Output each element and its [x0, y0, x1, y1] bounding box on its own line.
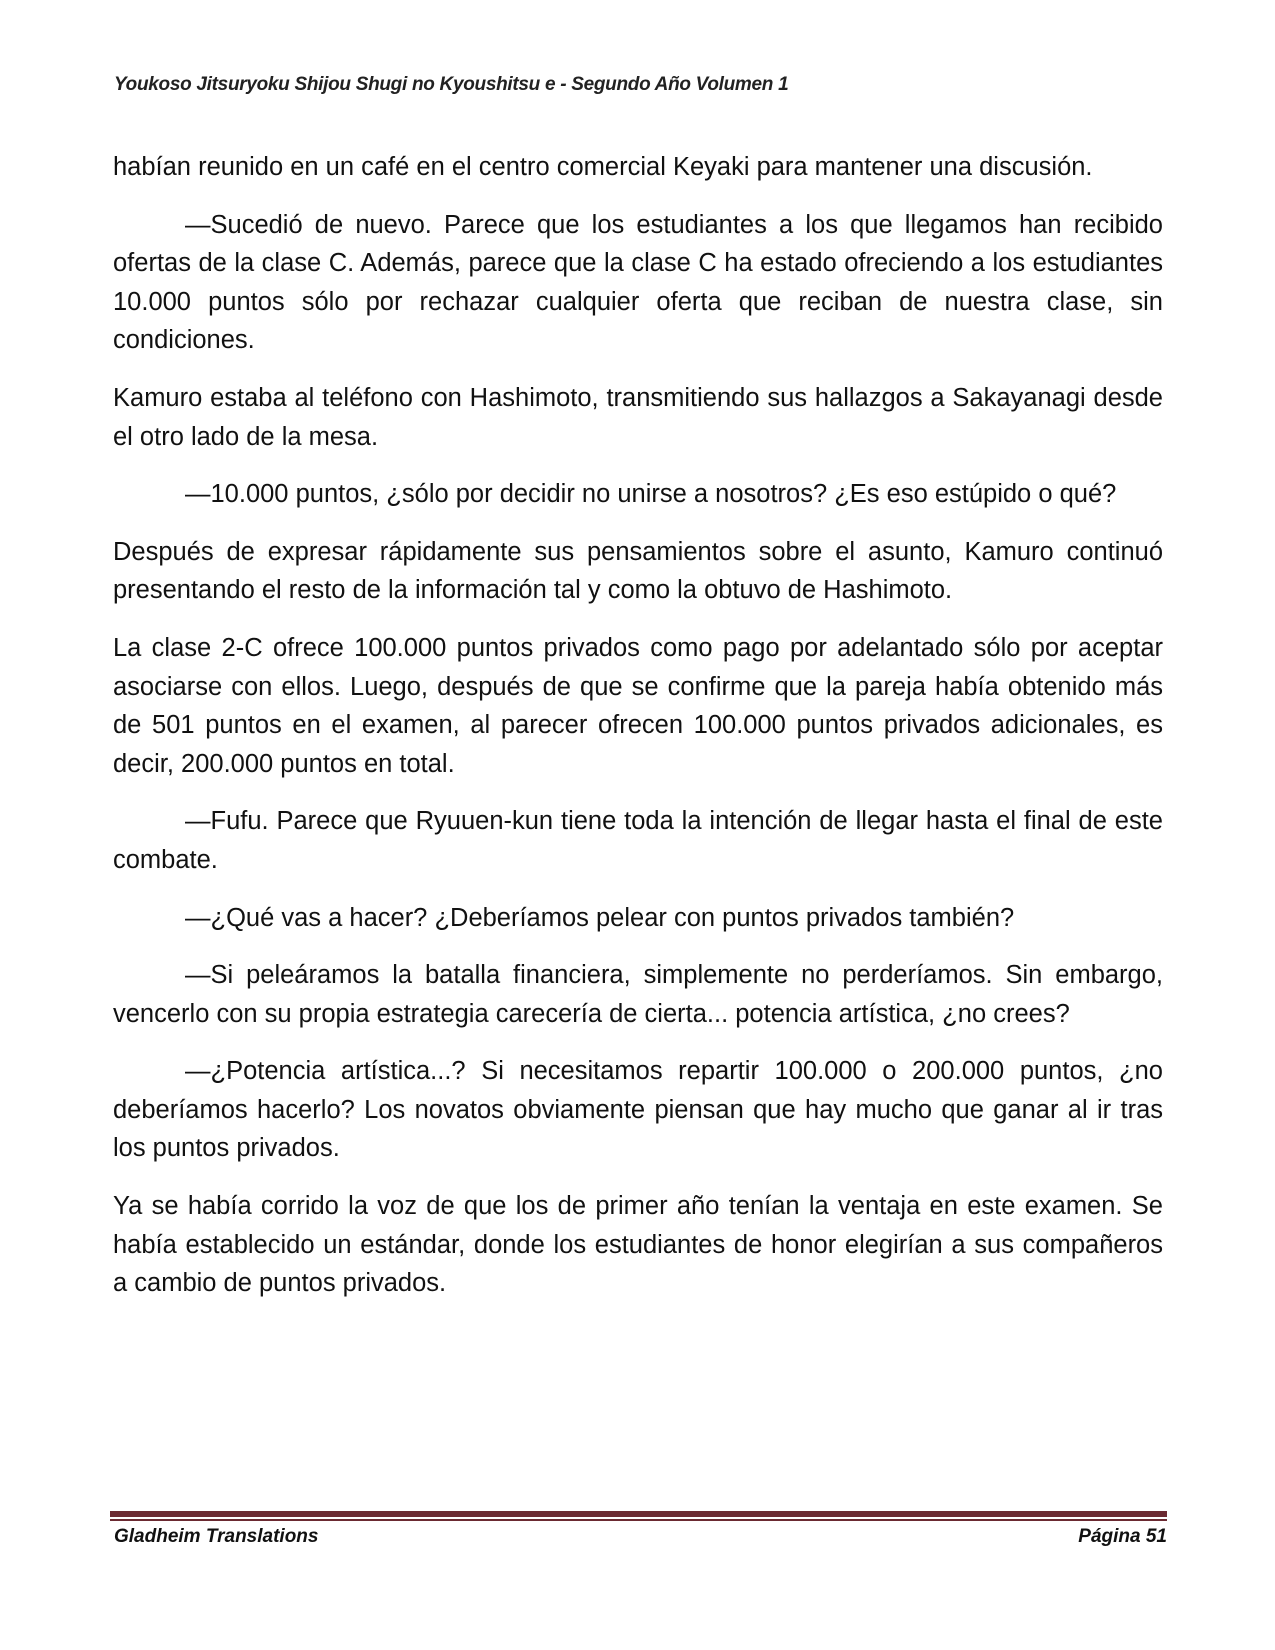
paragraph: —¿Qué vas a hacer? ¿Deberíamos pelear con puntos privados también?: [185, 903, 1015, 932]
paragraph: —10.000 puntos, ¿sólo por decidir no unirse a nosotros? ¿Es eso estúpido o qué?: [185, 480, 1117, 509]
paragraph: —Sucedió de nuevo. Parece que los estudiantes a los que llegamos han recibido ofertas de la clase C. Además, parece que la clase C ha estado ofreciendo a los estudiantes 10.000 puntos sólo por rechazar cualquier oferta que reciban de nuestra clase, sin condiciones.: [113, 210, 1163, 355]
paragraph: —Si peleáramos la batalla financiera, simplemente no perderíamos. Sin embargo, vencerlo con su propia estrategia carecería de cierta... potencia artística, ¿no crees?: [113, 961, 1163, 1028]
footer-rule-thin: [110, 1519, 1167, 1521]
paragraph: —¿Potencia artística...? Si necesitamos repartir 100.000 o 200.000 puntos, ¿no deberíamos hacerlo? Los novatos obviamente piensan que hay mucho que ganar al ir tras los puntos privados.: [113, 1057, 1163, 1163]
running-header: Youkoso Jitsuryoku Shijou Shugi no Kyoushitsu e - Segundo Año Volumen 1: [114, 74, 789, 95]
paragraph: habían reunido en un café en el centro comercial Keyaki para mantener una discusión.: [113, 153, 1093, 181]
footer-credit: Gladheim Translations: [114, 1526, 319, 1547]
body-text: [113, 148, 1163, 1322]
footer-rule: [110, 1511, 1167, 1517]
paragraph: La clase 2-C ofrece 100.000 puntos privados como pago por adelantado sólo por aceptar asociarse con ellos. Luego, después de que se confirme que la pareja había obtenido más de 501 puntos en el examen, al parecer ofrecen 100.000 puntos privados adicionales, es decir, 200.000 puntos en total.: [113, 633, 1163, 778]
paragraph: Kamuro estaba al teléfono con Hashimoto, transmitiendo sus hallazgos a Sakayanagi desde el otro lado de la mesa.: [113, 383, 1163, 451]
paragraph: Ya se había corrido la voz de que los de primer año tenían la ventaja en este examen. Se había establecido un estándar, donde los estudiantes de honor elegirían a sus compañeros a cambio de puntos privados.: [113, 1192, 1163, 1298]
page-number: Página 51: [1078, 1526, 1167, 1547]
paragraph: Después de expresar rápidamente sus pensamientos sobre el asunto, Kamuro continuó presentando el resto de la información tal y como la obtuvo de Hashimoto.: [113, 537, 1163, 605]
paragraph: —Fufu. Parece que Ryuuen-kun tiene toda la intención de llegar hasta el final de este combate.: [113, 807, 1163, 874]
